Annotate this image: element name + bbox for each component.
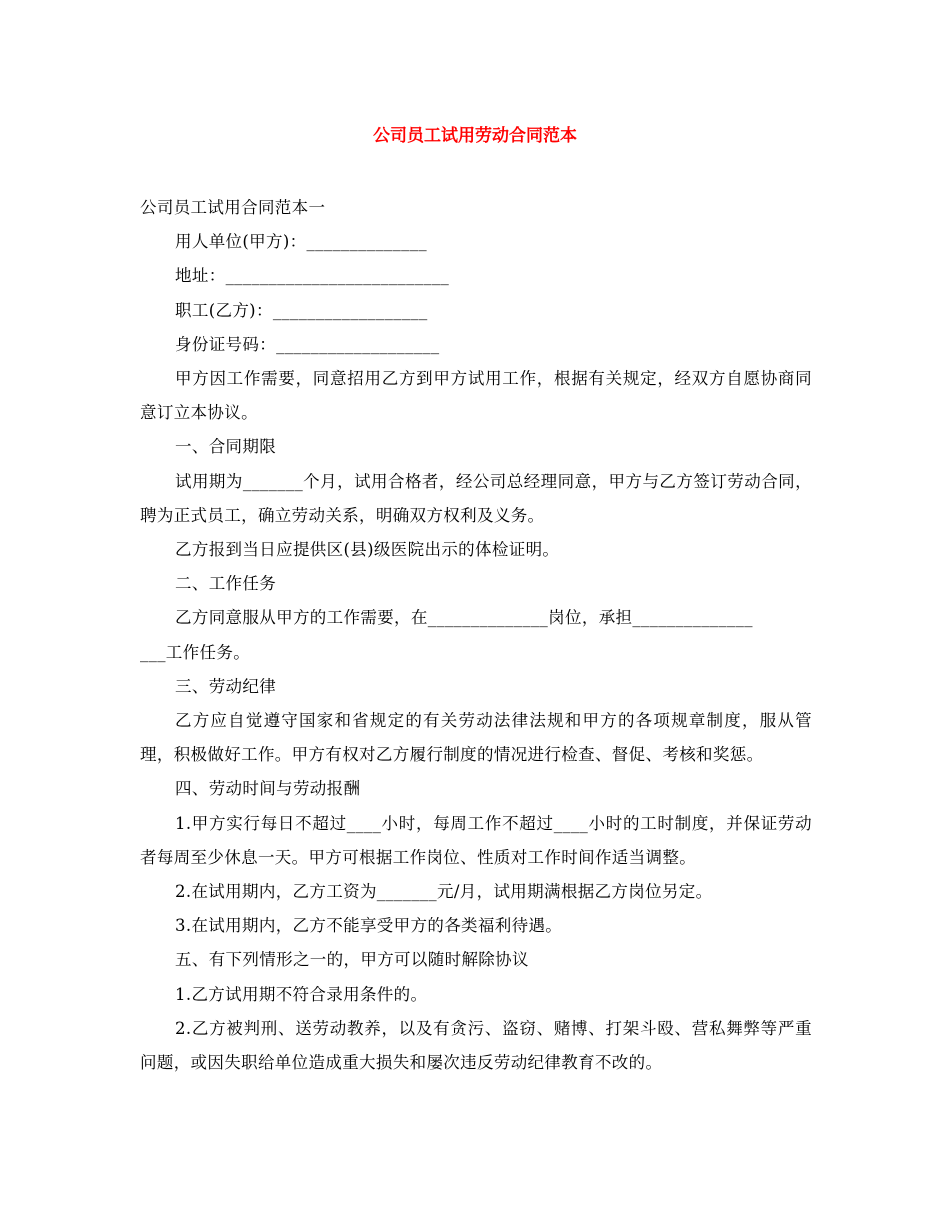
id-number-label: 身份证号码：: [175, 334, 277, 354]
section-3-heading: 三、劳动纪律: [175, 676, 277, 696]
id-number-field: [140, 328, 812, 362]
employee-field: [140, 294, 812, 328]
id-number-blank: ___________________: [276, 334, 440, 354]
section-1-paragraph-1: 试用期为_______个月，试用合格者，经公司总经理同意，甲方与乙方签订劳动合同，聘为正式员工，确立劳动关系，明确双方权利及义务。: [140, 471, 812, 525]
section-2-heading: 二、工作任务: [175, 574, 277, 594]
address-label: 地址：: [175, 266, 226, 286]
employee-label: 职工(乙方)：: [175, 300, 273, 320]
intro-paragraph: 甲方因工作需要，同意招用乙方到甲方试用工作，根据有关规定，经双方自愿协商同意订立本协议。: [140, 369, 812, 423]
section-4-item-3: 3.在试用期内，乙方不能享受甲方的各类福利待遇。: [175, 916, 563, 936]
section-4-item-1: 1.甲方实行每日不超过____小时，每周工作不超过____小时的工时制度，并保证劳动者每周至少休息一天。甲方可根据工作岗位、性质对工作时间作适当调整。: [140, 813, 812, 867]
address-blank: __________________________: [225, 266, 450, 286]
section-4-heading: 四、劳动时间与劳动报酬: [175, 779, 361, 799]
contract-subtitle: 公司员工试用合同范本一: [140, 198, 326, 217]
section-3-paragraph-1: 乙方应自觉遵守国家和省规定的有关劳动法律法规和甲方的各项规章制度，服从管理，积极做好工作。甲方有权对乙方履行制度的情况进行检查、督促、考核和奖惩。: [140, 711, 812, 765]
document-body: [140, 191, 812, 1080]
employer-label: 用人单位(甲方)：: [175, 232, 307, 252]
section-1-paragraph-2: 乙方报到当日应提供区(县)级医院出示的体检证明。: [175, 540, 560, 560]
employer-blank: ______________: [306, 232, 427, 252]
section-2-paragraph-1: 乙方同意服从甲方的工作需要，在______________岗位，承担______________: [175, 608, 753, 628]
section-5-heading: 五、有下列情形之一的，甲方可以随时解除协议: [175, 950, 529, 970]
employee-blank: __________________: [272, 300, 428, 320]
document-title: 公司员工试用劳动合同范本: [373, 126, 577, 146]
section-1-heading: 一、合同期限: [175, 437, 277, 457]
section-5-item-1: 1.乙方试用期不符合录用条件的。: [175, 984, 428, 1004]
section-2-paragraph-1-continued: ___工作任务。: [140, 642, 251, 662]
section-5-item-2: 2.乙方被判刑、送劳动教养，以及有贪污、盗窃、赌博、打架斗殴、营私舞弊等严重问题，或因失职给单位造成重大损失和屡次违反劳动纪律教育不改的。: [140, 1018, 812, 1073]
section-4-item-2: 2.在试用期内，乙方工资为_______元/月，试用期满根据乙方岗位另定。: [175, 882, 713, 902]
address-field: [140, 259, 812, 293]
employer-field: [140, 225, 812, 259]
